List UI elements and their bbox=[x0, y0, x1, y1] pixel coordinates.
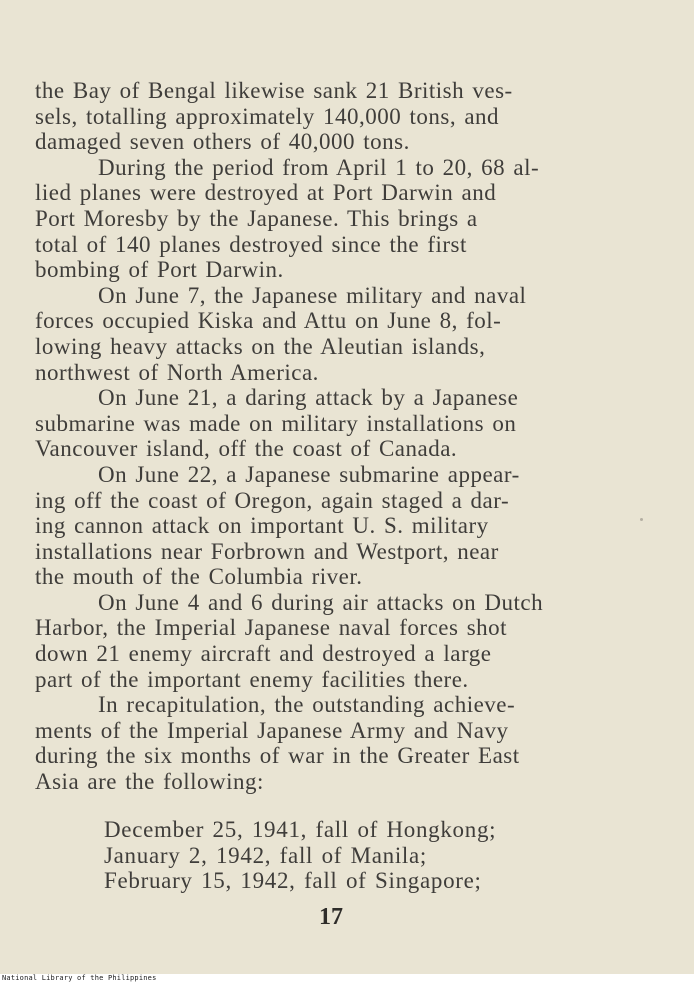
text-line: ing off the coast of Oregon, again staged a dar- bbox=[35, 487, 510, 513]
text-line: damaged seven others of 40,000 tons. bbox=[35, 129, 410, 155]
text-line: lied planes were destroyed at Port Darwin and bbox=[35, 180, 497, 206]
text-line: part of the important enemy facilities there. bbox=[35, 666, 469, 692]
paragraph-start: On June 4 and 6 during air attacks on Dutch bbox=[98, 589, 544, 615]
text-line: sels, totalling approximately 140,000 tons, and bbox=[35, 103, 500, 129]
text-line: Harbor, the Imperial Japanese naval forces shot bbox=[35, 615, 508, 641]
text-line: ing cannon attack on important U. S. military bbox=[35, 513, 489, 539]
text-line: Asia are the following: bbox=[35, 769, 264, 795]
text-line: Port Moresby by the Japanese. This brings a bbox=[35, 205, 478, 231]
list-item: December 25, 1941, fall of Hongkong; bbox=[104, 817, 497, 842]
paragraph-start: In recapitulation, the outstanding achieve- bbox=[98, 692, 516, 718]
body-text bbox=[35, 78, 610, 795]
paragraph-start: During the period from April 1 to 20, 68 al- bbox=[98, 154, 540, 180]
text-line: Vancouver island, off the coast of Canada. bbox=[35, 436, 458, 462]
paragraph-start: On June 22, a Japanese submarine appear- bbox=[98, 461, 520, 487]
paragraph-start: On June 21, a daring attack by a Japanese bbox=[98, 385, 519, 411]
text-line: the Bay of Bengal likewise sank 21 British ves- bbox=[35, 78, 513, 103]
text-line: down 21 enemy aircraft and destroyed a large bbox=[35, 641, 492, 667]
library-credit: National Library of the Philippines bbox=[2, 974, 157, 982]
text-line: installations near Forbrown and Westport, near bbox=[35, 538, 499, 564]
list-item: February 15, 1942, fall of Singapore; bbox=[104, 868, 482, 894]
paragraph-start: On June 7, the Japanese military and naval bbox=[98, 282, 527, 308]
achievements-list bbox=[104, 817, 496, 894]
text-line: northwest of North America. bbox=[35, 359, 319, 385]
text-line: lowing heavy attacks on the Aleutian islands, bbox=[35, 333, 486, 359]
paper-speck bbox=[640, 518, 643, 521]
text-line: during the six months of war in the Greater East bbox=[35, 743, 520, 769]
text-line: forces occupied Kiska and Attu on June 8, fol- bbox=[35, 308, 502, 334]
page-number: 17 bbox=[319, 904, 343, 930]
text-line: bombing of Port Darwin. bbox=[35, 257, 284, 283]
list-item: January 2, 1942, fall of Manila; bbox=[104, 842, 428, 868]
text-line: the mouth of the Columbia river. bbox=[35, 564, 363, 590]
text-line: ments of the Imperial Japanese Army and Navy bbox=[35, 717, 509, 743]
text-line: total of 140 planes destroyed since the first bbox=[35, 231, 467, 257]
text-line: submarine was made on military installations on bbox=[35, 410, 517, 436]
